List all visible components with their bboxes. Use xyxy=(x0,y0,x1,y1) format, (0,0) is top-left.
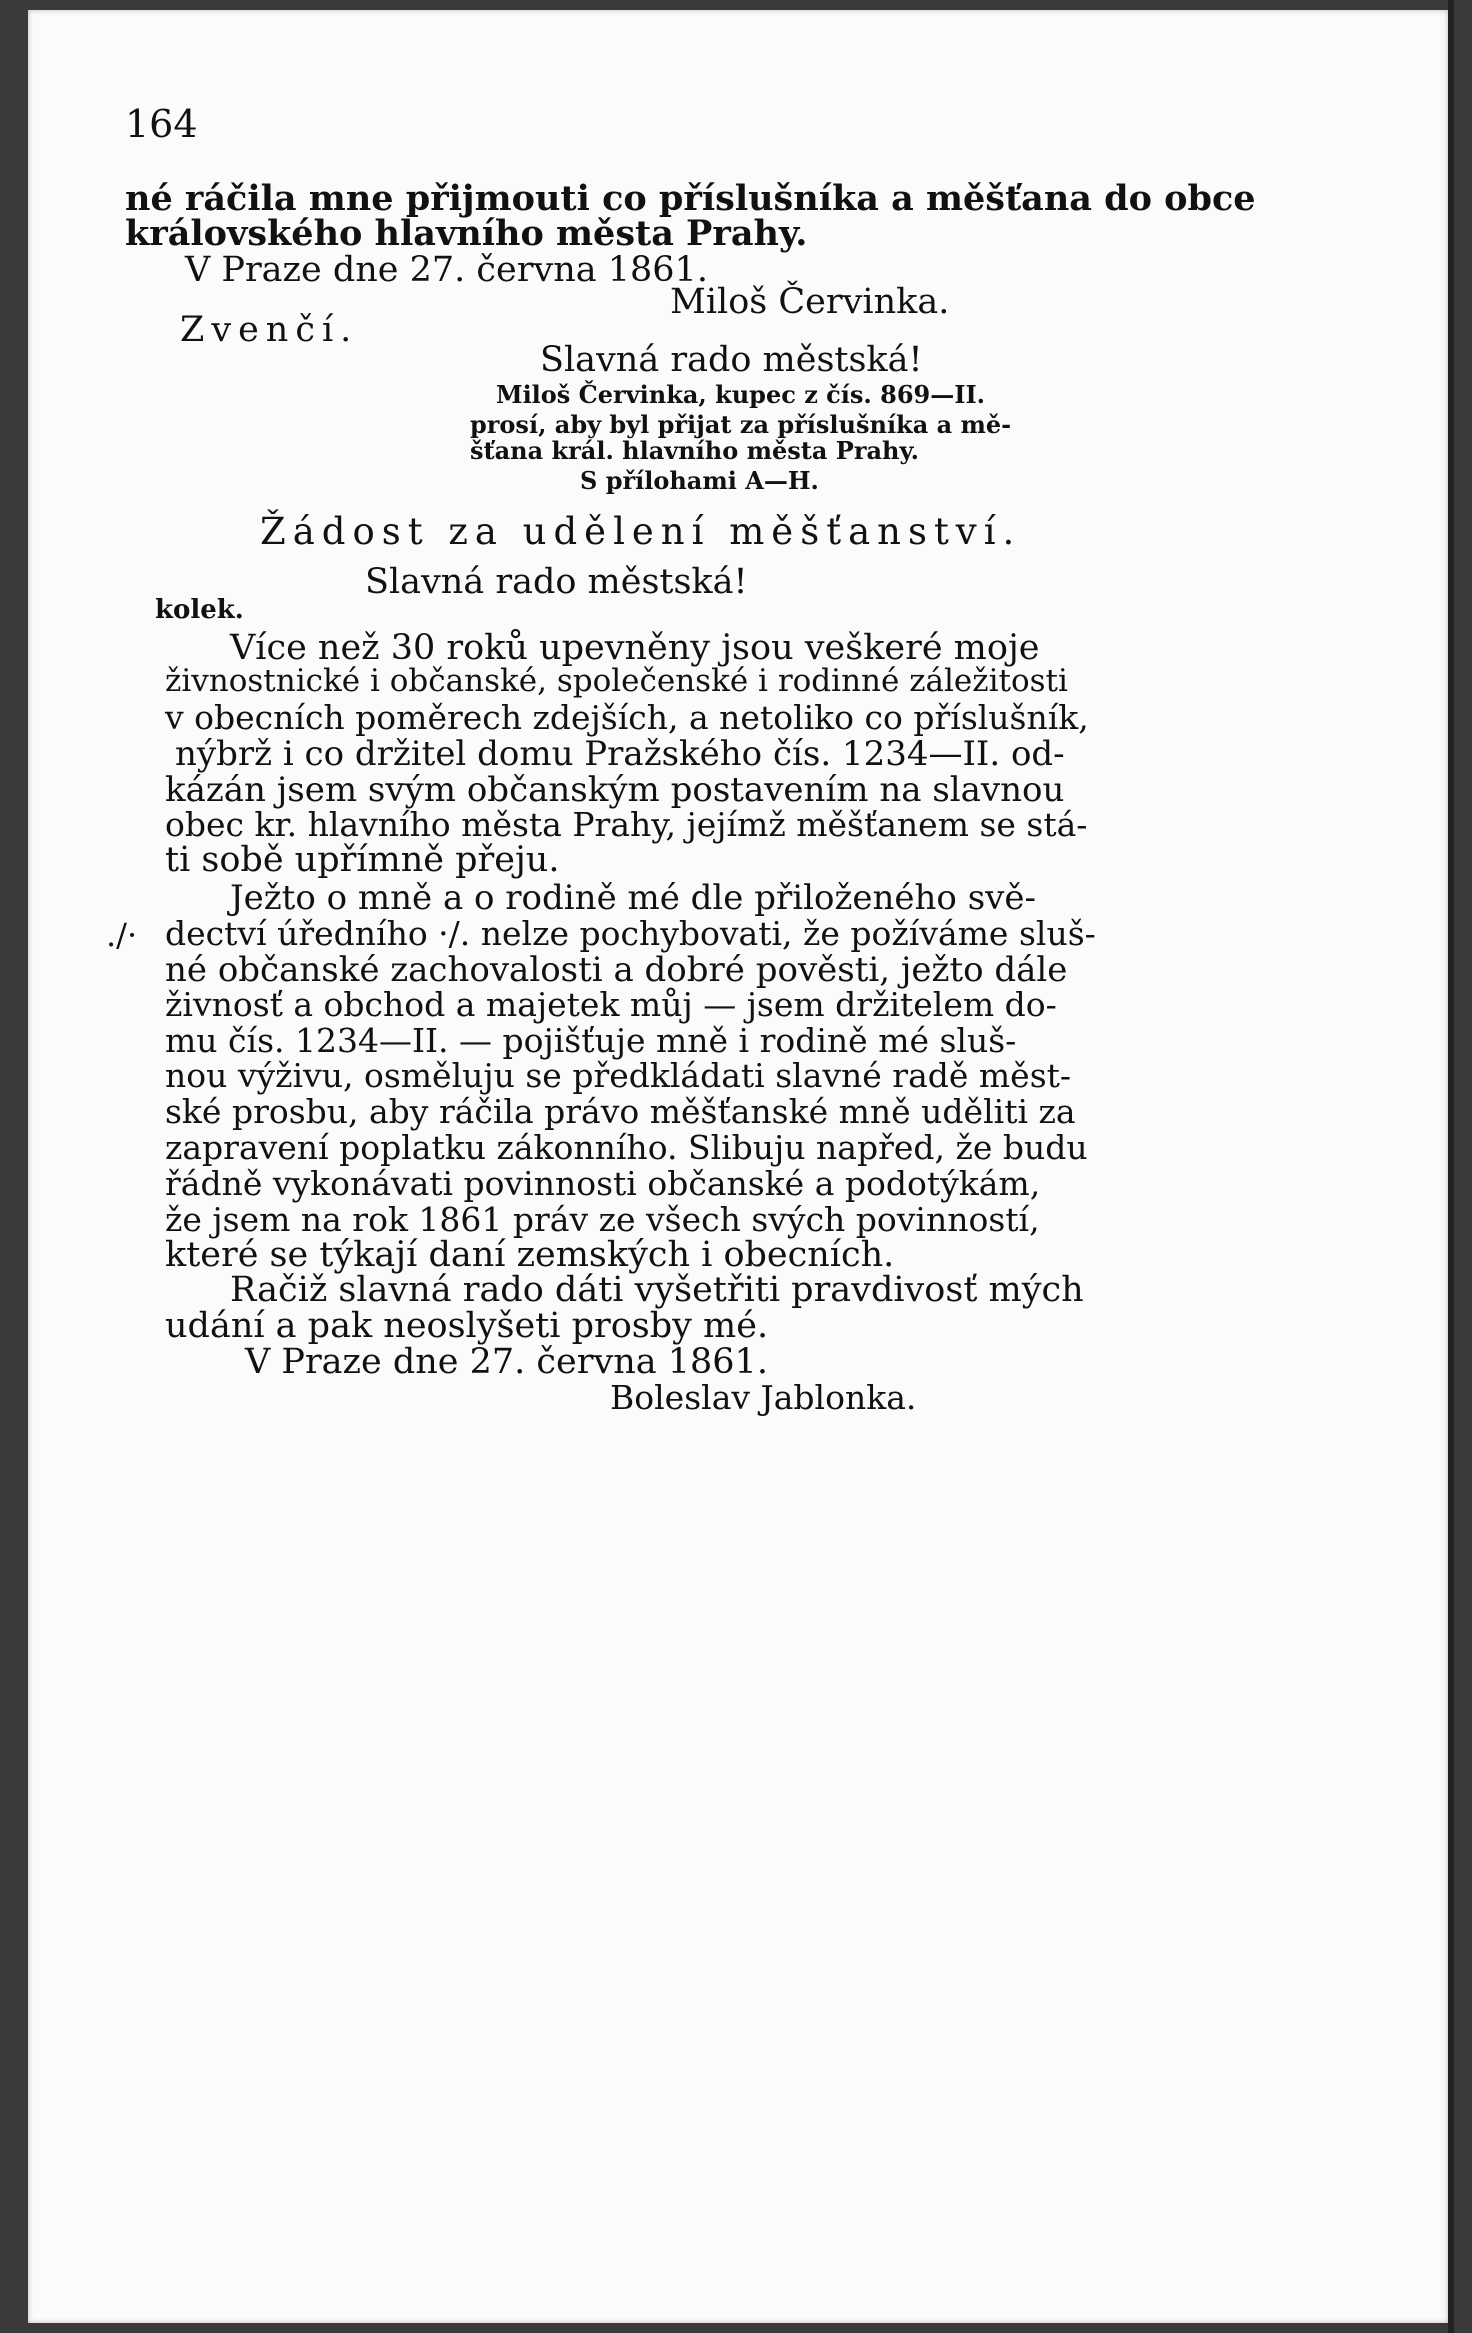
outside-summary-line: Miloš Červinka, kupec z čís. 869—II. xyxy=(496,380,986,409)
petition-date: V Praze dne 27. června 1861. xyxy=(245,1342,768,1382)
outside-summary-line: šťana král. hlavního města Prahy. xyxy=(470,436,920,465)
petition-salutation: Slavná rado městská! xyxy=(365,562,748,602)
petition-line: živnostnické i občanské, společenské i rodinné záležitosti xyxy=(165,663,1068,699)
petition-title: Žádost za udělení měšťanství. xyxy=(260,510,1022,553)
stamp-note: kolek. xyxy=(155,595,244,625)
page-number: 164 xyxy=(125,102,198,146)
petition-line: zapravení poplatku zákonního. Slibuju napřed, že budu xyxy=(165,1128,1088,1167)
petition-line: nýbrž i co držitel domu Pražského čís. 1234—II. od- xyxy=(175,734,1065,774)
petition-line: nou výživu, osměluju se předkládati slavné radě měst- xyxy=(165,1056,1072,1095)
scan-edge xyxy=(1448,0,1454,2333)
intro-signature: Miloš Červinka. xyxy=(670,282,950,322)
petition-line: dectví úředního ·/. nelze pochybovati, že požíváme sluš- xyxy=(165,914,1096,953)
outside-summary-line: prosí, aby byl přijat za příslušníka a mě- xyxy=(470,410,1012,439)
margin-mark: ./· xyxy=(106,916,138,954)
petition-line: obec kr. hlavního města Prahy, jejímž měšťanem se stá- xyxy=(165,805,1088,844)
intro-line: královského hlavního města Prahy. xyxy=(125,213,808,254)
outside-summary-line: S přílohami A—H. xyxy=(580,466,819,495)
petition-line: které se týkají daní zemských i obecních. xyxy=(165,1235,895,1275)
petition-line: udání a pak neoslyšeti prosby mé. xyxy=(165,1306,769,1346)
outside-salutation: Slavná rado městská! xyxy=(540,340,923,380)
petition-line: né občanské zachovalosti a dobré pověsti, ježto dále xyxy=(165,950,1068,990)
petition-signature: Boleslav Jablonka. xyxy=(610,1378,917,1417)
petition-line: Ježto o mně a o rodině mé dle přiloženého svě- xyxy=(230,878,1036,918)
petition-line: ské prosbu, aby ráčila právo měšťanské mně uděliti za xyxy=(165,1092,1076,1131)
petition-line: ti sobě upřímně přeju. xyxy=(165,840,560,880)
intro-line: né ráčila mne přijmouti co příslušníka a měšťana do obce xyxy=(125,178,1256,219)
intro-date: V Praze dne 27. června 1861. xyxy=(185,250,708,290)
outside-label: Zvenčí. xyxy=(180,310,359,350)
petition-line: mu čís. 1234—II. — pojišťuje mně i rodině mé sluš- xyxy=(165,1021,1017,1060)
petition-line: v obecních poměrech zdejších, a netoliko co příslušník, xyxy=(165,698,1089,737)
petition-line: Více než 30 roků upevněny jsou veškeré moje xyxy=(230,628,1040,668)
document-page xyxy=(28,10,1448,2323)
petition-line: Račiž slavná rado dáti vyšetřiti pravdivosť mých xyxy=(230,1270,1084,1310)
petition-line: kázán jsem svým občanským postavením na slavnou xyxy=(165,770,1065,810)
petition-line: že jsem na rok 1861 práv ze všech svých povinností, xyxy=(165,1200,1040,1239)
petition-line: živnosť a obchod a majetek můj — jsem držitelem do- xyxy=(165,985,1057,1024)
petition-line: řádně vykonávati povinnosti občanské a podotýkám, xyxy=(165,1164,1041,1203)
